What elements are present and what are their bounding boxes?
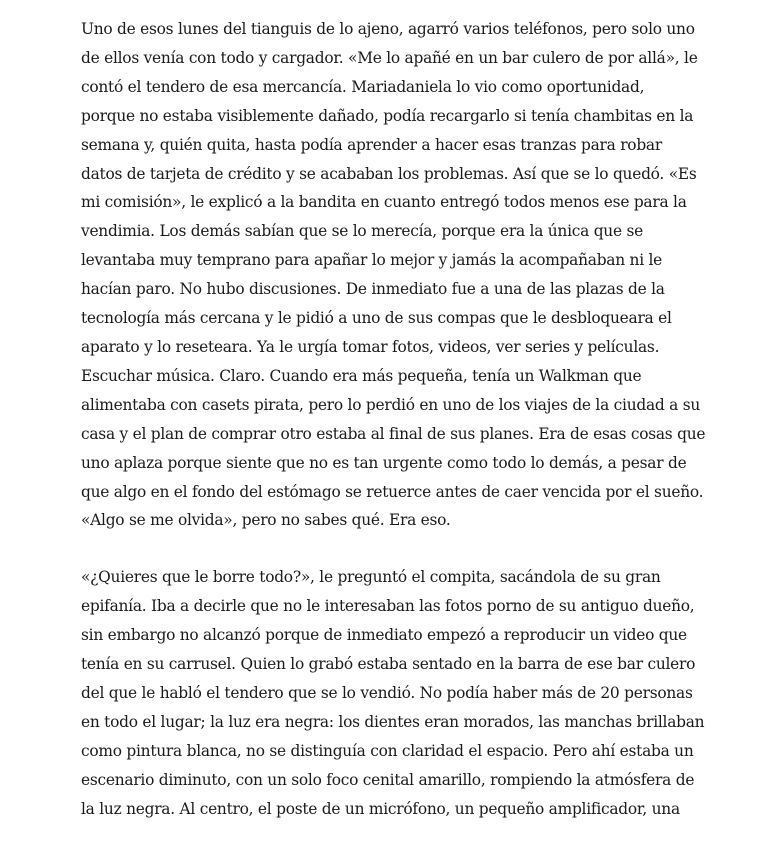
text-line: hacían paro. No hubo discusiones. De inmediato fue a una de las plazas de la [81, 280, 665, 299]
text-line: levantaba muy temprano para apañar lo mejor y jamás la acompañaban ni le [81, 251, 663, 270]
text-line: sin embargo no alcanzó porque de inmediato empezó a reproducir un video que [81, 626, 687, 645]
text-line: semana y, quién quita, hasta podía aprender a hacer esas tranzas para robar [81, 135, 662, 154]
text-line: como pintura blanca, no se distinguía con claridad el espacio. Pero ahí estaba un [81, 741, 694, 760]
text-line: escenario diminuto, con un solo foco cenital amarillo, rompiendo la atmósfera de [81, 770, 695, 789]
article-body [81, 15, 706, 823]
text-line: alimentaba con casets pirata, pero lo perdió en uno de los viajes de la ciudad a su [81, 395, 701, 414]
text-line: vendimia. Los demás sabían que se lo merecía, porque era la única que se [81, 222, 643, 241]
text-line: mi comisión», le explicó a la bandita en cuanto entregó todos menos ese para la [81, 193, 687, 212]
text-line: porque no estaba visiblemente dañado, podía recargarlo si tenía chambitas en la [81, 106, 694, 125]
text-line: datos de tarjeta de crédito y se acababan los problemas. Así que se lo quedó. «Es [81, 164, 697, 183]
text-line: tenía en su carrusel. Quien lo grabó estaba sentado en la barra de ese bar culero [81, 655, 696, 674]
paragraph-1 [81, 15, 706, 535]
text-line: uno aplaza porque siente que no es tan urgente como todo lo demás, a pesar de [81, 453, 687, 472]
paragraph-2 [81, 563, 705, 823]
text-line: «Algo se me olvida», pero no sabes qué. Era eso. [81, 511, 451, 530]
text-line: del que le habló el tendero que se lo vendió. No podía haber más de 20 personas [81, 683, 693, 702]
text-line: casa y el plan de comprar otro estaba al final de sus planes. Era de esas cosas que [81, 424, 706, 443]
text-line: la luz negra. Al centro, el poste de un micrófono, un pequeño amplificador, una [81, 799, 680, 818]
text-line: de ellos venía con todo y cargador. «Me lo apañé en un bar culero de por allá», le [81, 48, 698, 67]
text-line: aparato y lo reseteara. Ya le urgía tomar fotos, videos, ver series y películas. [81, 337, 660, 356]
text-line: en todo el lugar; la luz era negra: los dientes eran morados, las manchas brillaban [81, 712, 705, 731]
text-line: contó el tendero de esa mercancía. Mariadaniela lo vio como oportunidad, [81, 77, 645, 96]
text-line: Uno de esos lunes del tianguis de lo ajeno, agarró varios teléfonos, pero solo uno [81, 20, 695, 38]
text-line: epifanía. Iba a decirle que no le interesaban las fotos porno de su antiguo dueño, [81, 597, 695, 616]
text-line: Escuchar música. Claro. Cuando era más pequeña, tenía un Walkman que [81, 366, 642, 385]
text-line: tecnología más cercana y le pidió a uno de sus compas que le desbloqueara el [81, 309, 672, 328]
text-line: «¿Quieres que le borre todo?», le preguntó el compita, sacándola de su gran [81, 568, 661, 587]
text-line: que algo en el fondo del estómago se retuerce antes de caer vencida por el sueño. [81, 482, 704, 501]
